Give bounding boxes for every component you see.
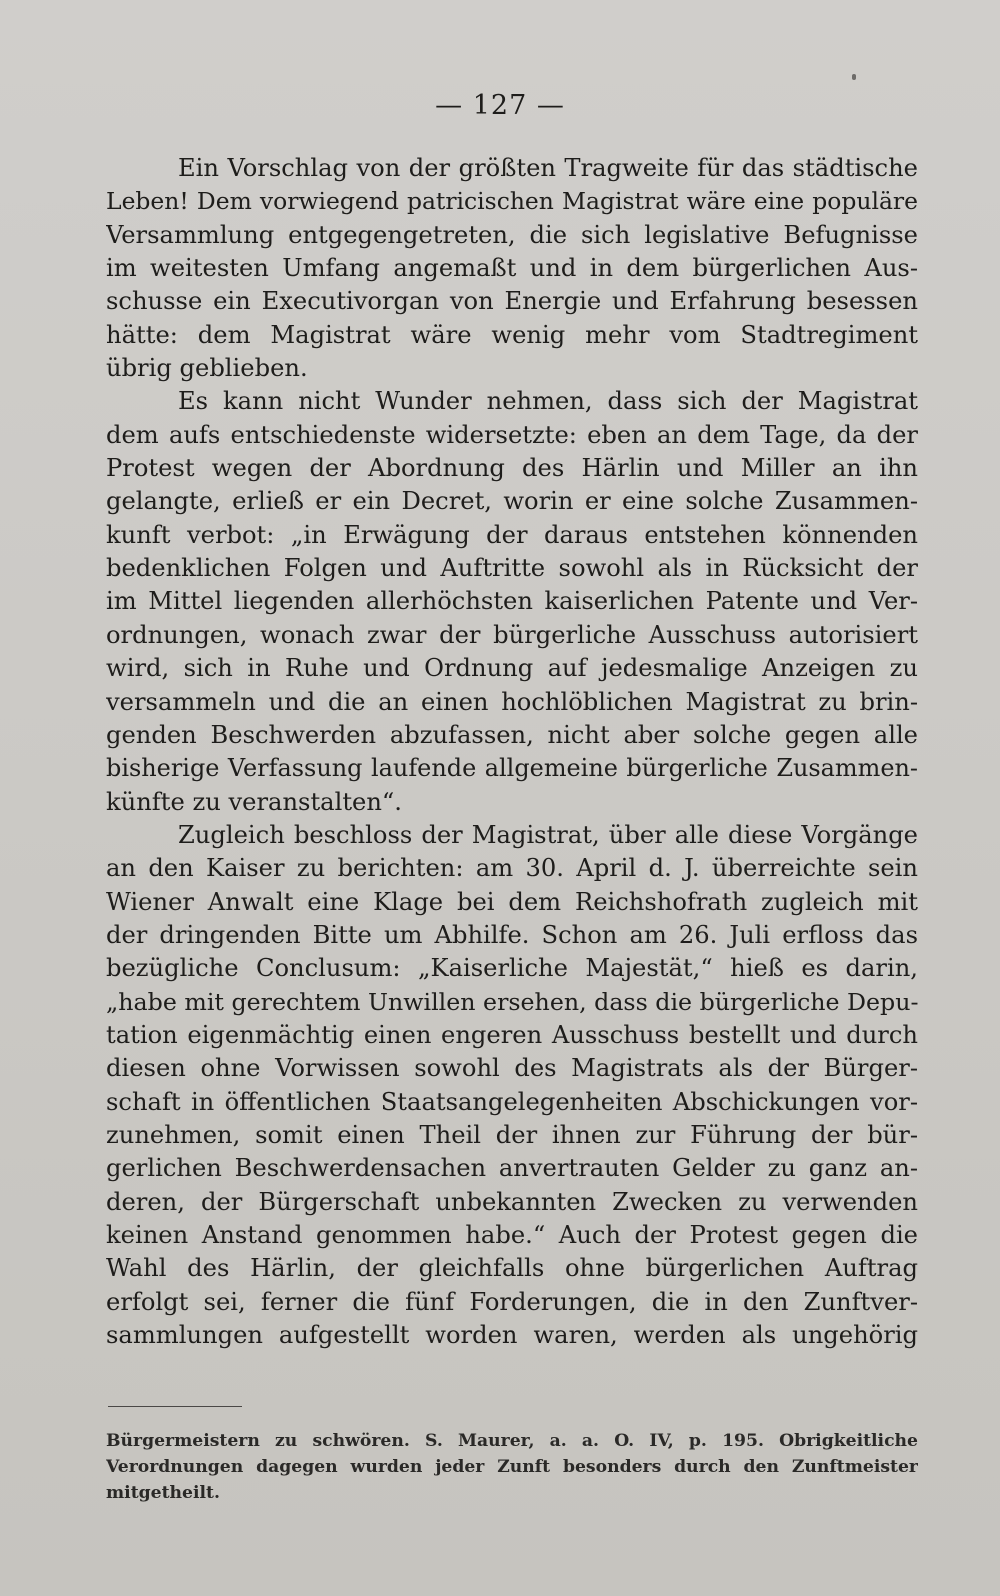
footnote [106, 1428, 918, 1506]
text-line: sammlungen aufgestellt worden waren, werden als ungehörig [106, 1321, 918, 1350]
text-line: wird, sich in Ruhe und Ordnung auf jedesmalige Anzeigen zu [106, 654, 918, 683]
text-line: gelangte, erließ er ein Decret, worin er eine solche Zusammen- [106, 487, 918, 516]
footnote-line: mitgetheilt. [106, 1483, 220, 1503]
text-line: Wahl des Härlin, der gleichfalls ohne bürgerlichen Auftrag [106, 1254, 918, 1283]
text-line: diesen ohne Vorwissen sowohl des Magistrats als der Bürger- [106, 1054, 918, 1083]
text-line: hätte: dem Magistrat wäre wenig mehr vom Stadtregiment [106, 320, 918, 349]
text-line: im weitesten Umfang angemaßt und in dem bürgerlichen Aus- [106, 254, 918, 283]
text-line: an den Kaiser zu berichten: am 30. April d. J. überreichte sein [106, 854, 918, 883]
text-line: deren, der Bürgerschaft unbekannten Zwecken zu verwenden [106, 1187, 918, 1216]
text-line: schaft in öffentlichen Staatsangelegenheiten Abschickungen vor- [106, 1087, 918, 1116]
footnote-line: Verordnungen dagegen wurden jeder Zunft besonders durch den Zunftmeister [106, 1457, 918, 1477]
text-line: ordnungen, wonach zwar der bürgerliche Ausschuss autorisiert [106, 620, 918, 649]
text-line: keinen Anstand genommen habe.“ Auch der Protest gegen die [106, 1221, 918, 1249]
text-line: „habe mit gerechtem Unwillen ersehen, dass die bürgerliche Depu- [106, 987, 918, 1016]
text-line: Versammlung entgegengetreten, die sich legislative Befugnisse [106, 220, 918, 249]
paragraph-2 [106, 385, 918, 818]
text-line: Ein Vorschlag von der größten Tragweite für das städtische [178, 154, 918, 182]
text-line: Protest wegen der Abordnung des Härlin und Miller an ihn [106, 454, 918, 483]
text-line: schusse ein Executivorgan von Energie und Erfahrung besessen [106, 287, 918, 316]
text-line: gerlichen Beschwerdensachen anvertrauten Gelder zu ganz an- [106, 1154, 918, 1183]
text-line: tation eigenmächtig einen engeren Ausschuss bestellt und durch [106, 1020, 918, 1049]
text-line: kunft verbot: „in Erwägung der daraus entstehen könnenden [106, 520, 918, 549]
text-line: Zugleich beschloss der Magistrat, über alle diese Vorgänge [178, 820, 918, 849]
text-line: der dringenden Bitte um Abhilfe. Schon am 26. Juli erfloss das [106, 920, 918, 949]
body-text [106, 152, 918, 1352]
text-line: Wiener Anwalt eine Klage bei dem Reichshofrath zugleich mit [106, 887, 918, 916]
text-line: Leben! Dem vorwiegend patricischen Magistrat wäre eine populäre [106, 187, 918, 216]
print-speck [852, 74, 856, 80]
text-line: im Mittel liegenden allerhöchsten kaiserlichen Patente und Ver- [106, 587, 918, 616]
text-line: zunehmen, somit einen Theil der ihnen zur Führung der bür- [106, 1120, 918, 1149]
paragraph-1 [106, 152, 918, 385]
text-line: bedenklichen Folgen und Auftritte sowohl als in Rücksicht der [106, 554, 918, 583]
text-line: übrig geblieben. [106, 354, 308, 383]
text-line: versammeln und die an einen hochlöblichen Magistrat zu brin- [106, 687, 918, 716]
text-line: bezügliche Conclusum: „Kaiserliche Majestät,“ hieß es darin, [106, 954, 918, 983]
footnote-line: Bürgermeistern zu schwören. S. Maurer, a. a. O. IV, p. 195. Obrigkeitliche [106, 1431, 918, 1451]
text-line: Es kann nicht Wunder nehmen, dass sich der Magistrat [178, 387, 918, 416]
page-number: — 127 — [435, 90, 565, 121]
footnote-divider [108, 1406, 242, 1407]
text-line: genden Beschwerden abzufassen, nicht aber solche gegen alle [106, 720, 918, 749]
text-line: erfolgt sei, ferner die fünf Forderungen, die in den Zunftver- [106, 1287, 918, 1316]
paragraph-3 [106, 819, 918, 1353]
text-line: dem aufs entschiedenste widersetzte: eben an dem Tage, da der [106, 420, 918, 449]
text-line: bisherige Verfassung laufende allgemeine bürgerliche Zusammen- [106, 754, 918, 783]
text-line: künfte zu veranstalten“. [106, 787, 402, 816]
